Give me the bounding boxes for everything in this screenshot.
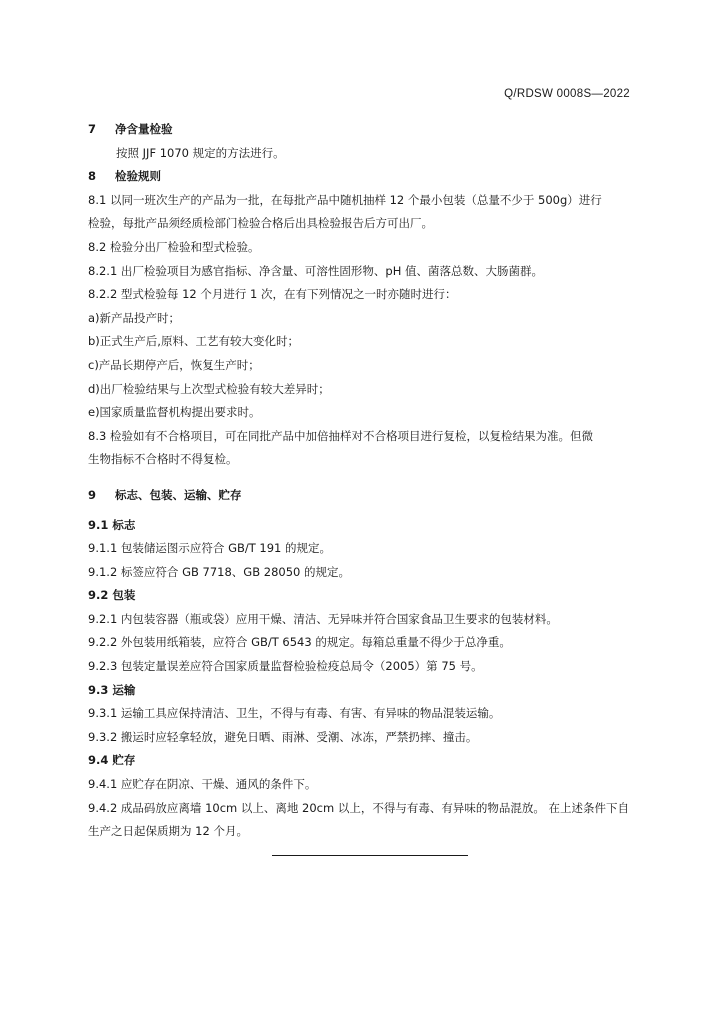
clause-9-4-1: 9.4.1 应贮存在阴凉、干燥、通风的条件下。: [88, 777, 317, 792]
section-title: 标志、包装、运输、贮存: [115, 487, 242, 502]
section-number: 9: [88, 487, 97, 502]
section-title: 净含量检验: [115, 122, 173, 136]
clause-9-2-1: 9.2.1 内包装容器（瓶或袋）应用干燥、清洁、无异味并符合国家食品卫生要求的包装材料。: [88, 611, 558, 626]
document-code: Q/RDSW 0008S—2022: [504, 88, 630, 100]
clause-9-2-3: 9.2.3 包装定量误差应符合国家质量监督检验检疫总局令（2005）第 75 号。: [88, 659, 483, 674]
section-7-body: 按照 JJF 1070 规定的方法进行。: [116, 145, 285, 160]
clause-8-1-line-2: 检验，每批产品须经质检部门检验合格后出具检验报告后方可出厂。: [88, 216, 433, 231]
clause-9-1-2: 9.1.2 标签应符合 GB 7718、GB 28050 的规定。: [88, 564, 350, 579]
section-9-heading: [88, 484, 660, 508]
subsection-9-1-heading: 9.1 标志: [88, 517, 136, 532]
list-item: e)国家质量监督机构提出要求时。: [88, 405, 261, 420]
clause-8-2-1: 8.2.1 出厂检验项目为感官指标、净含量、可溶性固形物、pH 值、菌落总数、大肠菌群。: [88, 263, 544, 278]
subsection-9-2-heading: 9.2 包装: [88, 588, 136, 603]
clause-9-3-2: 9.3.2 搬运时应轻拿轻放，避免日晒、雨淋、受潮、冰冻，严禁扔摔、撞击。: [88, 729, 478, 744]
clause-8-2: 8.2 检验分出厂检验和型式检验。: [88, 239, 260, 254]
clause-9-4-2-line-2: 生产之日起保质期为 12 个月。: [88, 824, 248, 839]
clause-8-2-2: 8.2.2 型式检验每 12 个月进行 1 次，在有下列情况之一时亦随时进行：: [88, 287, 457, 302]
section-7-heading: [88, 118, 660, 142]
subsection-9-3-heading: 9.3 运输: [88, 682, 136, 697]
section-number: 8: [88, 169, 97, 184]
document-body: [88, 118, 660, 844]
list-item: b)正式生产后,原料、工艺有较大变化时；: [88, 334, 299, 349]
section-number: 7: [88, 122, 97, 136]
end-of-document-rule: [272, 855, 468, 856]
clause-9-3-1: 9.3.1 运输工具应保持清洁、卫生，不得与有毒、有害、有异味的物品混装运输。: [88, 706, 501, 721]
clause-9-4-2-line-1: 9.4.2 成品码放应离墙 10cm 以上、离地 20cm 以上，不得与有毒、有异味的物品混放。 在上述条件下自: [88, 800, 630, 815]
clause-8-3-line-1: 8.3 检验如有不合格项目，可在同批产品中加倍抽样对不合格项目进行复检，以复检结果为准。但微: [88, 428, 593, 443]
clause-9-1-1: 9.1.1 包装储运图示应符合 GB/T 191 的规定。: [88, 541, 332, 556]
subsection-9-4-heading: 9.4 贮存: [88, 753, 136, 768]
list-item: d)出厂检验结果与上次型式检验有较大差异时；: [88, 381, 330, 396]
clause-9-2-2: 9.2.2 外包装用纸箱装，应符合 GB/T 6543 的规定。每箱总重量不得少于总净重。: [88, 635, 511, 650]
section-8-heading: [88, 165, 660, 189]
list-item: c)产品长期停产后，恢复生产时；: [88, 357, 260, 372]
clause-8-1-line-1: 8.1 以同一班次生产的产品为一批，在每批产品中随机抽样 12 个最小包装（总量不少于 500g）进行: [88, 192, 602, 207]
list-item: a)新产品投产时；: [88, 310, 181, 325]
section-title: 检验规则: [115, 169, 161, 184]
spacer: [88, 472, 660, 484]
clause-8-3-line-2: 生物指标不合格时不得复检。: [88, 452, 238, 467]
